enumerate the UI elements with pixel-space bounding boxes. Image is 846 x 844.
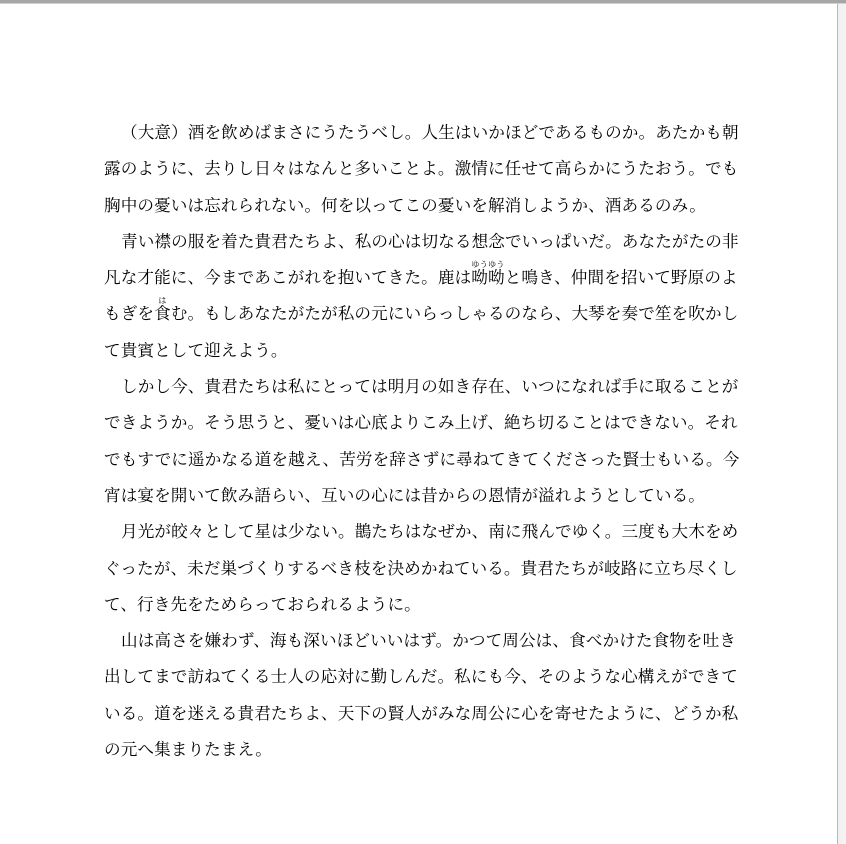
text-segment: と鳴き、仲間を招いて野原のよもぎを <box>104 268 738 324</box>
document-body <box>104 115 752 768</box>
text-segment: しかし今、貴君たちは私にとっては明月の如き存在、いつになれば手に取ることができようか。そう思うと、憂いは心底よりこみ上げ、絶ち切ることはできない。それでもすでに遥かなる道を越え、苦労を辞さずに尋ねてきてくださった賢士もいる。今宵は宴を開いて飲み語らい、互いの心には昔からの恩情が溢れようとしている。 <box>104 377 740 505</box>
paragraph-3 <box>104 369 752 514</box>
text-segment: 山は高さを嫌わず、海も深いほどいいはず。かつて周公は、食べかけた食物を吐き出してまで訪ねてくる士人の応対に勤しんだ。私にも今、そのような心構えができている。道を迷える貴君たちよ、天下の賢人がみな周公に心を寄せたように、どうか私の元へ集まりたまえ。 <box>104 631 739 760</box>
ruby-reading: ゆうゆう <box>471 260 505 270</box>
ruby-reading: は <box>154 296 171 306</box>
page-right-shadow <box>837 4 846 844</box>
ruby-base: 呦呦 <box>471 268 505 288</box>
text-segment: 月光が皎々として星は少ない。鵲たちはなぜか、南に飛んでゆく。三度も大木をめぐったが、未だ巣づくりするべき枝を決めかねている。貴君たちが岐路に立ち尽くして、行き先をためらっておられるように。 <box>104 522 739 614</box>
text-segment: む。もしあなたがたが私の元にいらっしゃるのなら、大琴を奏で笙を吹かして貴賓として迎えよう。 <box>104 304 739 360</box>
text-segment: （大意）酒を飲めばまさにうたうべし。人生はいかほどであるものか。あたかも朝露のように、去りし日々はなんと多いことよ。激情に任せて高らかにうたおう。でも胸中の憂いは忘れられない。何を以ってこの憂いを解消しようか、酒あるのみ。 <box>104 123 739 215</box>
ruby-annotation <box>154 296 171 324</box>
text-segment: 青い襟の服を着た貴君たちよ、私の心は切なる想念でいっぱいだ。あなたがたの非凡な才能に、今まであこがれを抱いてきた。鹿は <box>104 231 739 288</box>
ruby-base: 食 <box>154 304 171 324</box>
paragraph-2 <box>104 224 752 369</box>
document-page <box>0 4 837 844</box>
ruby-annotation <box>471 260 505 288</box>
paragraph-4 <box>104 514 752 623</box>
paragraph-5 <box>104 623 752 768</box>
paragraph-1 <box>104 115 752 224</box>
